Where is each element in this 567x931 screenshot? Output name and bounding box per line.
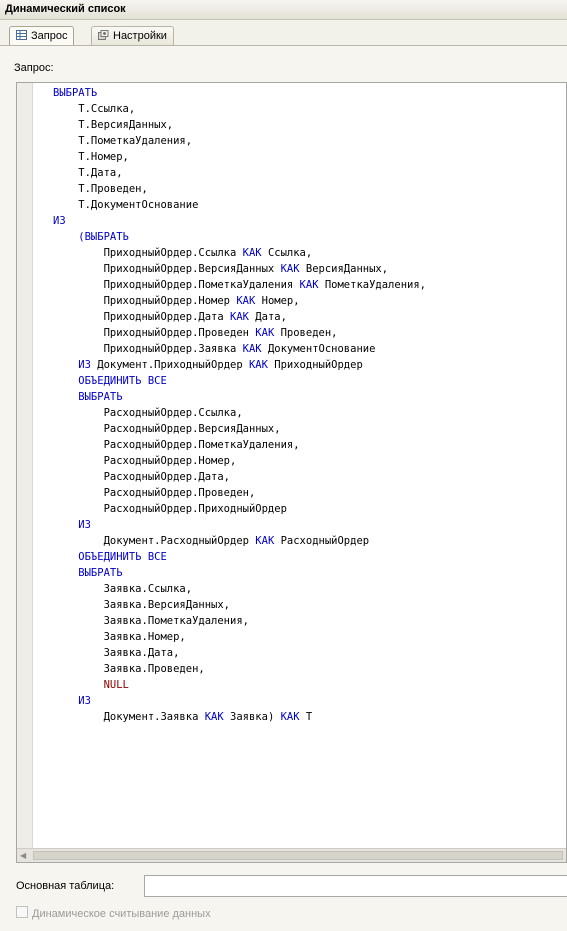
query-line <box>53 645 426 661</box>
query-code[interactable] <box>53 85 426 725</box>
horizontal-scrollbar[interactable] <box>17 848 566 862</box>
query-line <box>53 485 426 501</box>
window-title: Динамический список <box>5 3 126 15</box>
query-text: Заявка.Проведен, <box>53 663 205 675</box>
query-text: РасходныйОрдер.Проведен, <box>53 487 256 499</box>
query-line <box>53 613 426 629</box>
query-line <box>53 469 426 485</box>
main-table-label: Основная таблица: <box>16 880 115 892</box>
query-keyword: КАК <box>236 295 256 307</box>
query-line <box>53 677 426 693</box>
query-text: Дата, <box>248 311 287 323</box>
query-keyword: КАК <box>280 711 300 723</box>
main-table-input[interactable] <box>144 875 567 897</box>
query-text: Проведен, <box>274 327 338 339</box>
query-keyword: ИЗ <box>53 215 66 227</box>
query-text: РасходныйОрдер.Номер, <box>53 455 237 467</box>
query-text: Т.ВерсияДанных, <box>53 119 174 131</box>
query-null: NULL <box>53 679 129 691</box>
query-keyword: ВЫБРАТЬ <box>53 567 123 579</box>
query-line <box>53 373 426 389</box>
query-line <box>53 517 426 533</box>
query-line <box>53 85 426 101</box>
query-text: РасходныйОрдер.ВерсияДанных, <box>53 423 281 435</box>
query-keyword: КАК <box>299 279 319 291</box>
query-text: Т.ДокументОснование <box>53 199 199 211</box>
editor-gutter <box>17 83 33 862</box>
query-text: ПриходныйОрдер.Номер <box>53 295 237 307</box>
query-line <box>53 389 426 405</box>
query-line <box>53 341 426 357</box>
dynamic-read-option[interactable] <box>16 906 211 920</box>
query-text: ПриходныйОрдер <box>267 359 363 371</box>
query-line <box>53 309 426 325</box>
query-text: Т.Проведен, <box>53 183 148 195</box>
tab-query[interactable] <box>9 26 74 47</box>
query-text: Документ.ПриходныйОрдер <box>90 359 249 371</box>
query-keyword: КАК <box>242 247 262 259</box>
query-keyword: ОБЪЕДИНИТЬ ВСЕ <box>53 551 167 563</box>
query-text: ПриходныйОрдер.ПометкаУдаления <box>53 279 300 291</box>
query-keyword: КАК <box>242 343 262 355</box>
query-text: Т.Номер, <box>53 151 129 163</box>
query-line <box>53 325 426 341</box>
query-text-editor[interactable] <box>16 82 567 863</box>
query-line <box>53 693 426 709</box>
query-line <box>53 709 426 725</box>
query-line <box>53 101 426 117</box>
scrollbar-thumb[interactable] <box>33 851 563 860</box>
query-line <box>53 629 426 645</box>
query-keyword: ИЗ <box>53 519 91 531</box>
query-line <box>53 501 426 517</box>
query-line <box>53 405 426 421</box>
query-keyword: ОБЪЕДИНИТЬ ВСЕ <box>53 375 167 387</box>
query-keyword: КАК <box>255 327 275 339</box>
query-keyword: КАК <box>204 711 224 723</box>
query-line <box>53 437 426 453</box>
query-label: Запрос: <box>14 62 54 74</box>
query-text: Заявка.Номер, <box>53 631 186 643</box>
query-line <box>53 133 426 149</box>
query-text: ПриходныйОрдер.ВерсияДанных <box>53 263 281 275</box>
query-line <box>53 549 426 565</box>
query-keyword: ВЫБРАТЬ <box>53 87 98 99</box>
query-line <box>53 581 426 597</box>
tab-query-label: Запрос <box>31 30 68 42</box>
tab-settings[interactable] <box>91 26 174 46</box>
query-keyword: КАК <box>248 359 268 371</box>
query-line <box>53 453 426 469</box>
scroll-left-icon[interactable]: ◀ <box>20 851 27 860</box>
dynamic-read-label: Динамическое считывание данных <box>32 908 211 920</box>
query-keyword: ИЗ <box>53 695 91 707</box>
query-text: РасходныйОрдер.Дата, <box>53 471 231 483</box>
query-keyword: ВЫБРАТЬ <box>53 391 123 403</box>
query-text: Номер, <box>255 295 300 307</box>
query-text: ПриходныйОрдер.Проведен <box>53 327 256 339</box>
query-text: Документ.Заявка <box>53 711 205 723</box>
table-icon <box>16 30 27 40</box>
query-keyword: КАК <box>280 263 300 275</box>
query-keyword: (ВЫБРАТЬ <box>53 231 129 243</box>
query-text: Заявка) <box>223 711 281 723</box>
query-line <box>53 277 426 293</box>
query-line <box>53 197 426 213</box>
query-text: Т.Ссылка, <box>53 103 136 115</box>
query-text: Ссылка, <box>261 247 313 259</box>
query-text: ПометкаУдаления, <box>318 279 426 291</box>
query-line <box>53 213 426 229</box>
query-line <box>53 293 426 309</box>
query-text: ПриходныйОрдер.Дата <box>53 311 231 323</box>
query-text: РасходныйОрдер.ПриходныйОрдер <box>53 503 287 515</box>
dynamic-read-checkbox[interactable] <box>16 906 28 918</box>
query-text: РасходныйОрдер.Ссылка, <box>53 407 243 419</box>
query-text: РасходныйОрдер.ПометкаУдаления, <box>53 439 300 451</box>
query-line <box>53 165 426 181</box>
query-keyword: КАК <box>255 535 275 547</box>
query-line <box>53 565 426 581</box>
query-text: РасходныйОрдер <box>274 535 370 547</box>
settings-icon <box>98 30 109 40</box>
query-text: ДокументОснование <box>261 343 376 355</box>
query-line <box>53 357 426 373</box>
query-text: Заявка.ВерсияДанных, <box>53 599 231 611</box>
query-line <box>53 533 426 549</box>
query-keyword: ИЗ <box>53 359 91 371</box>
query-line <box>53 421 426 437</box>
query-text: Заявка.Ссылка, <box>53 583 193 595</box>
query-text: ВерсияДанных, <box>299 263 389 275</box>
window-titlebar <box>0 0 567 20</box>
query-text: Документ.РасходныйОрдер <box>53 535 256 547</box>
query-text: ПриходныйОрдер.Ссылка <box>53 247 243 259</box>
query-line <box>53 261 426 277</box>
query-line <box>53 597 426 613</box>
query-line <box>53 245 426 261</box>
tab-settings-label: Настройки <box>113 30 167 42</box>
query-line <box>53 661 426 677</box>
query-text: Т.Дата, <box>53 167 123 179</box>
query-line <box>53 149 426 165</box>
query-text: Заявка.Дата, <box>53 647 180 659</box>
query-text: Заявка.ПометкаУдаления, <box>53 615 249 627</box>
query-line <box>53 117 426 133</box>
query-text: Т.ПометкаУдаления, <box>53 135 193 147</box>
query-text: Т <box>299 711 313 723</box>
query-keyword: КАК <box>230 311 249 323</box>
query-line <box>53 181 426 197</box>
query-line <box>53 229 426 245</box>
query-text: ПриходныйОрдер.Заявка <box>53 343 243 355</box>
